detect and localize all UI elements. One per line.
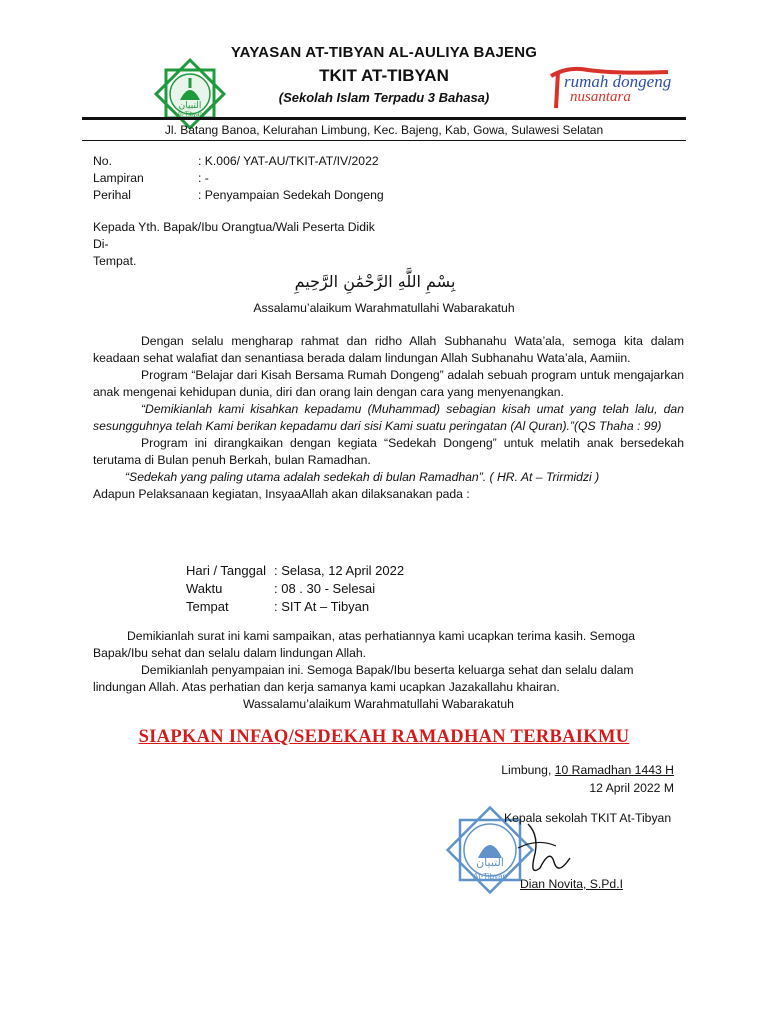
letter-meta: [93, 153, 693, 204]
body-paragraph-2: Program “Belajar dari Kisah Bersama Rumah Dongeng” adalah sebuah program untuk mengajarkan anak mengenai kehidupan dunia, diri dan orang lain dengan cara yang menyenangkan.: [93, 368, 684, 399]
meta-label: No.: [93, 154, 112, 168]
schedule-row: [186, 598, 404, 616]
meta-value: : -: [198, 171, 209, 185]
schedule-label: Tempat: [186, 599, 229, 614]
closing-paragraph-1: Demikianlah surat ini kami sampaikan, atas perhatiannya kami ucapkan terima kasih. Semoga Bapak/Ibu sehat dan selalu dalam lindungan Allah.: [93, 629, 636, 660]
quran-quote: “Demikianlah kami kisahkan kepadamu (Muhammad) sebagian kisah umat yang telah lalu, dan sesungguhnya telah Kami berikan kepadamu dari sisi Kami suatu peringatan (Al Quran).”(QS Thaha : 99): [93, 402, 684, 433]
stamp-arabic: التبيان: [476, 857, 504, 869]
ramadhan-banner: SIAPKAN INFAQ/SEDEKAH RAMADHAN TERBAIKMU: [138, 727, 630, 747]
signature-hijri-date: 10 Ramadhan 1443 H: [554, 763, 674, 777]
header-divider-thick: [82, 117, 686, 120]
hadith-quote: “Sedekah yang paling utama adalah sedekah di bulan Ramadhan”. ( HR. At – Trirmidzi ): [125, 470, 600, 484]
recipient-line: Di-: [93, 237, 109, 251]
closing-paragraph-2: Demikianlah penyampaian ini. Semoga Bapak/Ibu beserta keluarga sehat dan selalu dalam lindungan Allah. Atas perhatian dan kerja samanya kami ucapkan Jazakallahu khairan.: [93, 663, 634, 694]
meta-label: Lampiran: [93, 171, 144, 185]
greeting: Assalamu’alaikum Warahmatullahi Wabarakatuh: [253, 301, 515, 315]
signature-title: Kepala sekolah TKIT At-Tibyan: [504, 811, 672, 825]
school-name: TKIT AT-TIBYAN: [319, 66, 449, 85]
meta-label: Perihal: [93, 188, 131, 202]
schedule-value: : 08 . 30 - Selesai: [274, 581, 376, 596]
recipient: [93, 219, 375, 270]
schedule-label: Hari / Tanggal: [186, 563, 266, 578]
schedule: [186, 562, 404, 616]
handwritten-signature: [510, 818, 580, 882]
recipient-line: Kepada Yth. Bapak/Ibu Orangtua/Wali Peserta Didik: [93, 220, 375, 234]
meta-row: [93, 153, 693, 170]
recipient-line: Tempat.: [93, 254, 137, 268]
schedule-value: : Selasa, 12 April 2022: [274, 563, 405, 578]
meta-value: : Penyampaian Sedekah Dongeng: [198, 188, 384, 202]
closing-salam: Wassalamu’alaikum Warahmatullahi Wabarakatuh: [243, 697, 514, 711]
signatory-name: Dian Novita, S.Pd.I: [520, 877, 623, 891]
body-paragraph-3: Program ini dirangkaikan dengan kegiata “Sedekah Dongeng” untuk melatih anak bersedekah terutama di Bulan penuh Berkah, bulan Ramadhan.: [93, 436, 684, 467]
foundation-name: YAYASAN AT-TIBYAN AL-AULIYA BAJENG: [230, 44, 538, 61]
stamp-text: At-Tibyan: [473, 872, 507, 881]
meta-row: [93, 187, 693, 204]
partner-logo-line2: nusantara: [570, 89, 631, 105]
schedule-row: [186, 580, 404, 598]
schedule-value: : SIT At – Tibyan: [274, 599, 370, 614]
logo-arabic: التبيان: [178, 100, 202, 110]
body-paragraph-1: Dengan selalu mengharap rahmat dan ridho Allah Subhanahu Wata’ala, semoga kita dalam keadaan sehat walafiat dan senantiasa berada dalam lindungan Allah Subhanahu Wata’ala, Aamiin.: [93, 334, 684, 365]
body-paragraph-4: Adapun Pelaksanaan kegiatan, InsyaaAllah akan dilaksanakan pada :: [93, 487, 470, 501]
partner-logo-line1: rumah dongeng: [564, 72, 672, 91]
signature-place-line: [501, 761, 674, 779]
logo-text: At-Tibyan: [177, 112, 203, 118]
signature-place-date: [501, 761, 674, 797]
schedule-row: [186, 562, 404, 580]
signature-place: Limbung,: [501, 763, 552, 777]
header-divider-thin: [82, 140, 686, 141]
school-address: Jl. Batang Banoa, Kelurahan Limbung, Kec. Bajeng, Kab, Gowa, Sulawesi Selatan: [164, 123, 604, 137]
meta-row: [93, 170, 693, 187]
schedule-label: Waktu: [186, 581, 223, 596]
school-tagline: (Sekolah Islam Terpadu 3 Bahasa): [278, 90, 490, 105]
signature-date: 12 April 2022 M: [589, 781, 674, 795]
basmala: بِسْمِ اللَّهِ الرَّحْمَٰنِ الرَّحِيمِ: [294, 272, 456, 291]
meta-value: : K.006/ YAT-AU/TKIT-AT/IV/2022: [198, 154, 379, 168]
closing: [93, 628, 684, 713]
letter-body: [93, 333, 684, 503]
